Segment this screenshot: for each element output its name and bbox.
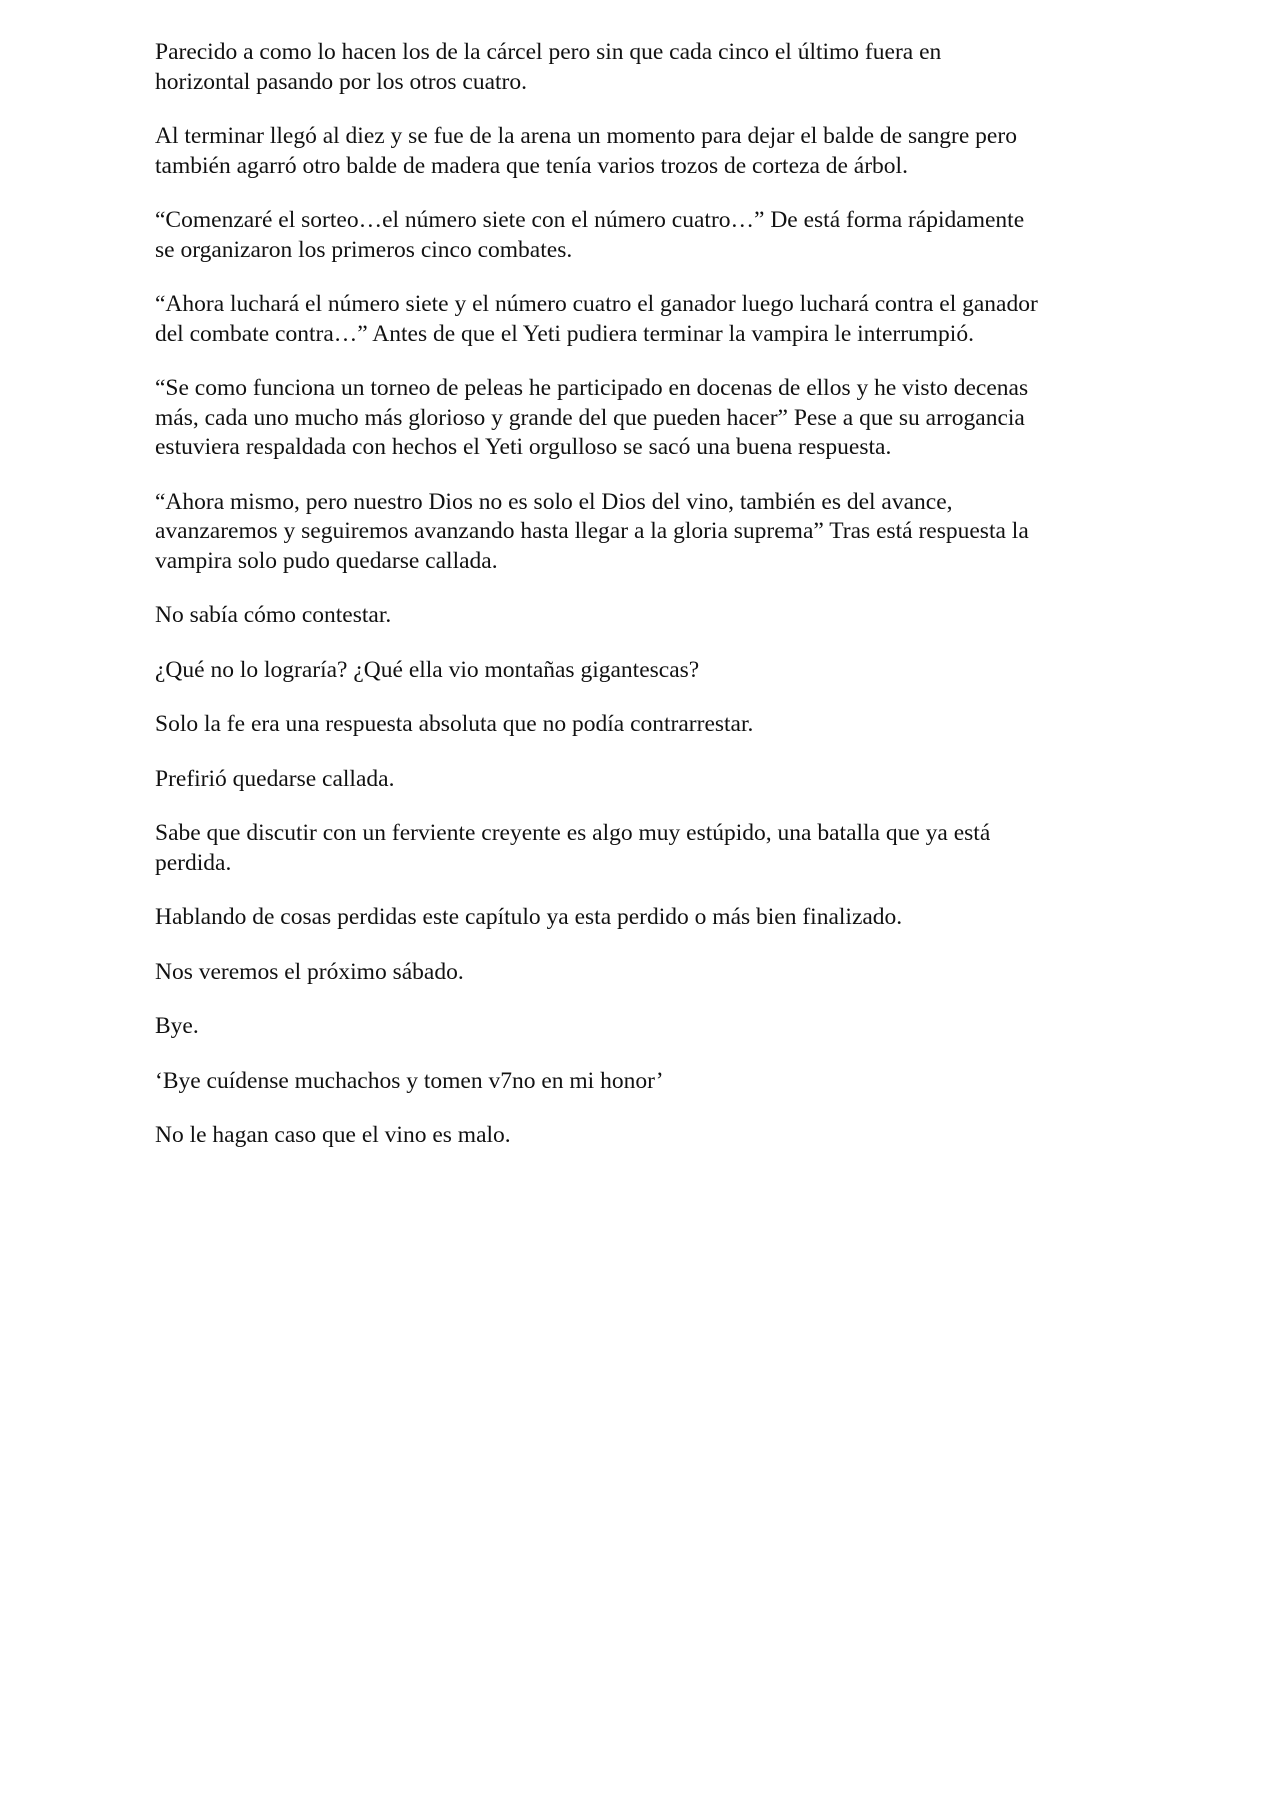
text-line: estuviera respaldada con hechos el Yeti orgulloso se sacó una buena respuesta.: [155, 434, 892, 460]
text-line: No sabía cómo contestar.: [155, 602, 392, 628]
paragraph: [155, 765, 1215, 795]
paragraph: [155, 290, 1215, 349]
text-line: perdida.: [155, 849, 232, 876]
text-line: “Ahora mismo, pero nuestro Dios no es solo el Dios del vino, también es del avance,: [155, 488, 953, 515]
text-line: horizontal pasando por los otros cuatro.: [155, 68, 527, 95]
paragraph: [155, 710, 1215, 740]
paragraph: [155, 601, 1215, 631]
text-line: “Comenzaré el sorteo…el número siete con el número cuatro…” De está forma rápidamente: [155, 207, 1025, 233]
text-line: Hablando de cosas perdidas este capítulo ya esta perdido o más bien finalizado.: [155, 904, 903, 930]
text-line: Nos veremos el próximo sábado.: [155, 958, 464, 985]
text-line: ¿Qué no lo lograría? ¿Qué ella vio montañas gigantescas?: [155, 656, 700, 683]
text-line: Al terminar llegó al diez y se fue de la arena un momento para dejar el balde de sangre pero: [155, 123, 1017, 149]
paragraph: [155, 206, 1215, 265]
paragraph: [155, 1067, 1215, 1097]
text-line: avanzaremos y seguiremos avanzando hasta llegar a la gloria suprema” Tras está respuesta la: [155, 518, 1029, 544]
paragraph: [155, 958, 1215, 988]
text-line: No le hagan caso que el vino es malo.: [155, 1122, 511, 1148]
text-line: “Ahora luchará el número siete y el número cuatro el ganador luego luchará contra el ganador: [155, 291, 1038, 317]
paragraph: [155, 819, 1215, 878]
text-line: del combate contra…” Antes de que el Yeti pudiera terminar la vampira le interrumpió.: [155, 320, 974, 347]
text-line: también agarró otro balde de madera que tenía varios trozos de corteza de árbol.: [155, 152, 908, 179]
document-body: [155, 38, 1215, 1176]
paragraph: [155, 374, 1215, 463]
paragraph: [155, 122, 1215, 181]
text-line: Bye.: [155, 1013, 199, 1039]
paragraph: [155, 38, 1215, 97]
text-line: más, cada uno mucho más glorioso y grande del que pueden hacer” Pese a que su arrogancia: [155, 404, 1025, 431]
text-line: Prefirió quedarse callada.: [155, 765, 395, 792]
text-line: Parecido a como lo hacen los de la cárcel pero sin que cada cinco el último fuera en: [155, 39, 942, 65]
paragraph: [155, 488, 1215, 577]
text-line: vampira solo pudo quedarse callada.: [155, 547, 498, 574]
paragraph: [155, 1121, 1215, 1151]
paragraph: [155, 1012, 1215, 1042]
text-line: “Se como funciona un torneo de peleas he participado en docenas de ellos y he visto decenas: [155, 375, 1029, 401]
text-line: Solo la fe era una respuesta absoluta que no podía contrarrestar.: [155, 711, 754, 737]
paragraph: [155, 656, 1215, 686]
paragraph: [155, 903, 1215, 933]
text-line: se organizaron los primeros cinco combates.: [155, 236, 573, 263]
text-line: ‘Bye cuídense muchachos y tomen v7no en mi honor’: [155, 1067, 664, 1094]
text-line: Sabe que discutir con un ferviente creyente es algo muy estúpido, una batalla que ya está: [155, 820, 991, 846]
